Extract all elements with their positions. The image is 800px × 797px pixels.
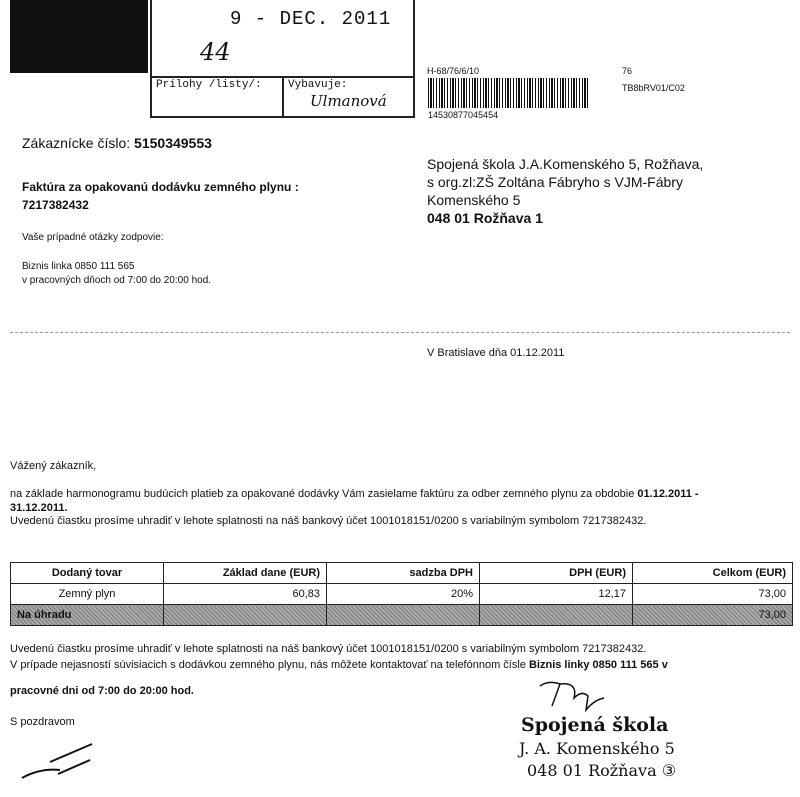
body-paragraph-1: [10, 487, 795, 515]
customer-number-line: [22, 135, 212, 151]
recipient-address: [427, 155, 703, 227]
invoice-number: 7217382432: [22, 198, 89, 212]
cell-item: Zemný plyn: [11, 584, 164, 605]
invoice-items-table: [10, 562, 793, 626]
table-header-row: [11, 563, 793, 584]
place-date: V Bratislave dňa 01.12.2011: [427, 347, 565, 359]
questions-text: Vaše prípadné otázky zodpovie:: [22, 232, 164, 243]
cell-tax-base: 60,83: [164, 584, 327, 605]
stamp-number: 44: [200, 38, 231, 66]
recipient-line-3: Komenského 5: [427, 192, 521, 208]
footer-paragraph-2: [10, 659, 668, 671]
stamp-attachments-label: Prílohy /listy/:: [156, 79, 262, 91]
sender-signature: [20, 740, 110, 785]
footer-hotline: Biznis linky 0850 111 565 v: [528, 659, 668, 671]
school-signature: [538, 676, 608, 716]
body-p1-text: na základe harmonogramu budúcich platieb za opakované dodávky Vám zasielame faktúru za odber zemného plynu za obdobie: [10, 488, 638, 500]
col-header-vat: DPH (EUR): [480, 563, 633, 584]
footer-hours: pracovné dni od 7:00 do 20:00 hod.: [10, 685, 194, 697]
barcode: [428, 78, 590, 108]
total-label: Na úhradu: [11, 605, 164, 626]
col-header-tax-base: Základ dane (EUR): [164, 563, 327, 584]
period-end: 31.12.2011.: [10, 502, 68, 514]
stamp-date: 9 - DEC. 2011: [230, 8, 392, 30]
fold-line: [10, 332, 790, 333]
redaction-block: [10, 0, 148, 73]
col-header-vat-rate: sadzba DPH: [327, 563, 480, 584]
recipient-line-2: s org.zl:ZŠ Zoltána Fábryho s VJM-Fábry: [427, 174, 683, 190]
doc-code-right: TB8bRV01/C02: [622, 83, 685, 93]
body-paragraph-2: Uvedenú čiastku prosíme uhradiť v lehote splatnosti na náš bankový účet 1001018151/0200 s variabilným symbolom 7217382432.: [10, 515, 647, 527]
hotline-text: Biznis linka 0850 111 565: [22, 261, 135, 272]
doc-code-left: H-68/76/6/10: [427, 66, 480, 76]
school-stamp-city: [527, 760, 676, 782]
stamp-column-divider: [282, 76, 284, 118]
school-stamp-mark: ③: [661, 761, 677, 780]
period-start: 01.12.2011 -: [637, 488, 699, 500]
col-header-total: Celkom (EUR): [633, 563, 793, 584]
barcode-number: 14530877045454: [428, 110, 499, 120]
table-row: [11, 584, 793, 605]
total-empty-cell: [164, 605, 327, 626]
customer-number: 5150349553: [134, 135, 212, 151]
cell-total: 73,00: [633, 584, 793, 605]
greeting: Vážený zákazník,: [10, 460, 97, 472]
school-stamp-city-text: 048 01 Rožňava: [527, 761, 657, 780]
footer-paragraph-1: Uvedenú čiastku prosíme uhradiť v lehote splatnosti na náš bankový účet 1001018151/0200 s variabilným symbolom 7217382432.: [10, 643, 647, 655]
recipient-line-4: 048 01 Rožňava 1: [427, 210, 543, 226]
total-value: 73,00: [633, 605, 793, 626]
stamp-handled-by-signature: Ulmanová: [310, 92, 387, 110]
footer-p2-text: V prípade nejasností súvisiacich s dodávkou zemného plynu, nás môžete kontaktovať na telefónnom čísle: [10, 659, 529, 671]
school-stamp-name: Spojená škola: [521, 714, 669, 736]
school-stamp-street: J. A. Komenského 5: [519, 739, 675, 758]
cell-vat: 12,17: [480, 584, 633, 605]
stamp-handled-by-label: Vybavuje:: [288, 79, 348, 91]
customer-number-label: Zákaznícke číslo:: [22, 135, 131, 151]
cell-vat-rate: 20%: [327, 584, 480, 605]
doc-code-right-top: 76: [622, 66, 633, 76]
col-header-item: Dodaný tovar: [11, 563, 164, 584]
table-total-row: [11, 605, 793, 626]
total-empty-cell: [480, 605, 633, 626]
recipient-line-1: Spojená škola J.A.Komenského 5, Rožňava,: [427, 156, 704, 172]
closing: S pozdravom: [10, 716, 75, 728]
hotline-hours: v pracovných dňoch od 7:00 do 20:00 hod.: [22, 275, 212, 286]
invoice-title: Faktúra za opakovanú dodávku zemného plynu :: [22, 180, 299, 194]
total-empty-cell: [327, 605, 480, 626]
